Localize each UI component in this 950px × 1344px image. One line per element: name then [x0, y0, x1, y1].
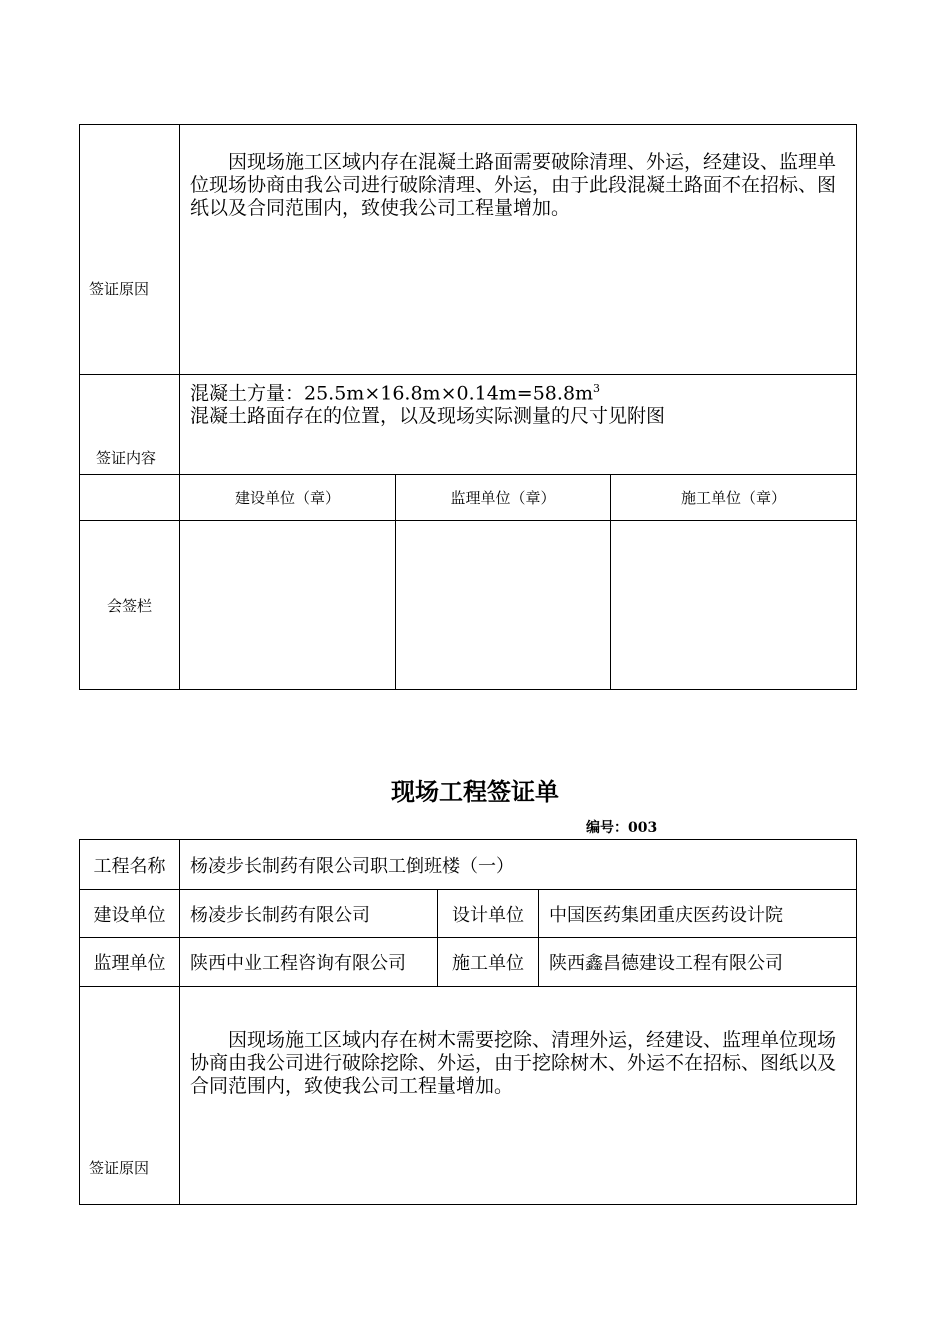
reason-label: 签证原因: [89, 280, 150, 298]
designer-label: 设计单位: [438, 890, 539, 938]
owner-label: 建设单位: [80, 890, 180, 938]
owner-value: 杨凌步长制药有限公司: [180, 890, 438, 938]
blank-cell: [80, 475, 180, 521]
reason-text-cell: [180, 125, 857, 375]
visa-form-continued: [79, 124, 857, 690]
reason-label-cell: [80, 987, 180, 1205]
document-number: 编号：003: [586, 820, 658, 836]
reason-label-cell: [80, 125, 180, 375]
reason-label: 签证原因: [89, 1159, 150, 1177]
supervisor-seal-area: [396, 521, 611, 690]
countersign-label: 会签栏: [80, 521, 180, 690]
contractor-seal-area: [611, 521, 857, 690]
attachment-note-line: 混凝土路面存在的位置，以及现场实际测量的尺寸见附图: [190, 405, 666, 428]
contractor-label: 施工单位: [438, 938, 539, 987]
content-label-cell: [80, 375, 180, 475]
supervisor-label: 监理单位: [80, 938, 180, 987]
reason-text: 因现场施工区域内存在树木需要挖除、清理外运，经建设、监理单位现场协商由我公司进行破除挖除、外运，由于挖除树木、外运不在招标、图纸以及合同范围内，致使我公司工程量增加。: [190, 1029, 837, 1097]
reason-text-cell: [180, 987, 857, 1205]
concrete-volume-line: 混凝土方量：$25.5m\times 16.8m\times 0.14m=58.8m^3$: [190, 382, 601, 405]
project-name-label: 工程名称: [80, 840, 180, 890]
supervisor-seal-header: 监理单位（章）: [396, 475, 611, 521]
content-label: 签证内容: [96, 449, 157, 467]
project-name-value: 杨凌步长制药有限公司职工倒班楼（一）: [180, 840, 857, 890]
visa-form: [79, 839, 857, 1205]
contractor-seal-header: 施工单位（章）: [611, 475, 857, 521]
owner-seal-header: 建设单位（章）: [180, 475, 396, 521]
designer-value: 中国医药集团重庆医药设计院: [539, 890, 857, 938]
owner-seal-area: [180, 521, 396, 690]
supervisor-value: 陕西中业工程咨询有限公司: [180, 938, 438, 987]
reason-text: 因现场施工区域内存在混凝土路面需要破除清理、外运，经建设、监理单位现场协商由我公司进行破除清理、外运，由于此段混凝土路面不在招标、图纸以及合同范围内，致使我公司工程量增加。: [190, 151, 837, 219]
page-title: 现场工程签证单: [391, 777, 559, 806]
content-text-cell: [180, 375, 857, 475]
contractor-value: 陕西鑫昌德建设工程有限公司: [539, 938, 857, 987]
